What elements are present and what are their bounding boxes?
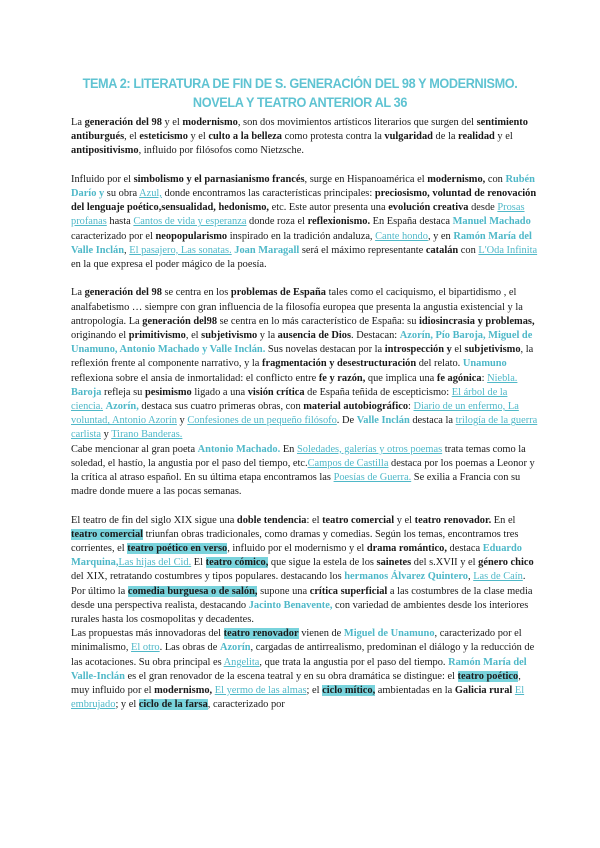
author-name-text: Azorín <box>219 642 251 654</box>
author-name-text: Azorín, Pío Baroja, Miguel de Unamuno, Antonio Machado y Valle Inclán. <box>71 330 533 356</box>
text-span: ; y el <box>115 699 139 711</box>
text-span: : <box>481 372 488 384</box>
author-name-text: Eduardo Marquina, <box>71 543 522 569</box>
document-title <box>74 74 525 112</box>
key-term: material autobiográfico <box>303 401 409 413</box>
work-title-text: El embrujado <box>71 685 525 711</box>
key-term: generación del 98 <box>84 287 162 299</box>
key-term: género chico <box>478 557 534 569</box>
text-span: . De <box>336 415 357 427</box>
title-line-1: TEMA 2: LITERATURA DE FIN DE S. GENERACIÓN DEL 98 Y MODERNISMO. <box>82 76 518 91</box>
highlighted-term: teatro poético <box>457 670 519 682</box>
text-span: supone una <box>257 585 310 597</box>
text-span: , caracterizado por el minimalismo, <box>71 628 522 654</box>
key-term: teatro renovador. <box>414 514 492 526</box>
work-title-text: Angelita <box>223 656 260 668</box>
text-span: se centra en lo más característico de España: su <box>217 315 419 327</box>
highlighted-term: teatro cómico, <box>205 557 269 569</box>
key-term: preciosismo, <box>374 188 430 199</box>
text-span: que implica una <box>365 372 437 384</box>
key-term: sentimiento antiburgués <box>71 117 528 143</box>
text-span: Influido por el <box>71 173 134 185</box>
key-term: pesimismo <box>144 386 192 398</box>
key-term: voluntad de renovación del lenguaje poético,sensualidad, hedonismo, <box>71 188 537 214</box>
key-term: fragmentación y desestructuración <box>262 358 417 370</box>
text-span: su obra <box>104 188 140 199</box>
text-span: vienen de <box>298 628 344 640</box>
text-span: reflexiona sobre el ansia de inmortalidad: el conflicto entre <box>71 372 319 384</box>
work-title-text: Diario de un enfermo, La voluntad, Antonio Azorín <box>71 401 519 427</box>
text-span: del relato. <box>416 358 463 370</box>
key-term: evolución creativa <box>388 202 469 214</box>
key-term: modernismo, <box>427 173 486 185</box>
text-span: La <box>71 117 85 128</box>
text-span: caracterizado por el <box>71 230 156 242</box>
text-span: Se exilia a Francia con su madre donde muere a las pocas semanas. <box>71 472 521 498</box>
work-title-text: El yermo de las almas <box>214 685 307 697</box>
text-span: destaca <box>446 543 483 555</box>
text-span: del s.XVII y el <box>411 557 479 569</box>
highlighted-term: ciclo de la farsa <box>138 699 208 711</box>
text-span: de España teñida de escepticismo: <box>304 386 452 398</box>
author-name-text: Baroja <box>71 386 102 398</box>
text-span: tales como el caciquismo, el bipartidismo , el analfabetismo … siempre con gran influencia de la filosofía europea que presenta la angustia existencial y la antropología. La <box>71 287 523 327</box>
key-term: generación del98 <box>142 315 218 327</box>
text-span: : <box>408 401 414 413</box>
text-span: del XIX, retratando costumbres y tipos populares. destacando los <box>71 571 345 583</box>
text-span: y la <box>257 330 278 342</box>
text-span: ; el <box>306 685 323 697</box>
key-term: antipositivismo <box>71 145 139 157</box>
key-term: realidad <box>458 131 495 143</box>
text-span: En <box>280 443 297 455</box>
text-span: de la <box>432 131 459 143</box>
text-span: y el <box>394 514 415 526</box>
text-span: La <box>71 287 85 299</box>
text-span: Cabe mencionar al gran poeta <box>71 443 198 455</box>
key-term: fe y razón, <box>318 372 366 384</box>
key-term: sainetes <box>376 557 412 569</box>
text-span: destaca sus cuatro primeras obras, con <box>138 401 304 413</box>
text-span: , <box>467 571 474 583</box>
text-span: y <box>176 415 188 427</box>
work-title-text: Cante hondo <box>375 230 428 242</box>
key-term: visión crítica <box>247 386 305 398</box>
author-name-text: Ramón María del Valle Inclán <box>71 230 532 256</box>
highlighted-term: ciclo mítico, <box>322 685 376 697</box>
highlighted-term: teatro poético en verso <box>127 543 228 555</box>
text-span: destaca la <box>409 415 456 427</box>
highlighted-term: teatro renovador <box>223 628 299 640</box>
text-span: desde <box>468 202 498 214</box>
work-title-text: Cantos de vida y esperanza <box>133 216 247 228</box>
text-span: , <box>124 244 130 256</box>
key-term: primitivismo <box>128 330 186 342</box>
text-span: a las costumbres de la clase media desde una perspectiva realista, destacando <box>71 585 533 611</box>
text-span: triunfan obras tradicionales, como dramas y comedias. Según los temas, encontramos tres corrientes, el <box>71 528 519 555</box>
text-span: como protesta contra la <box>281 131 385 143</box>
key-term: catalán <box>425 244 459 256</box>
text-span: , y en <box>427 230 454 242</box>
text-span: trata temas como la soledad, el hastío, la angustia por el paso del tiempo, etc. <box>71 443 526 469</box>
key-term: reflexionismo. <box>307 216 371 228</box>
text-span: y el <box>161 117 183 128</box>
text-span: originando el <box>71 330 129 342</box>
text-span: , caracterizado por <box>207 699 285 711</box>
paragraph-generacion-98 <box>71 286 539 442</box>
work-title-text: El otro <box>131 642 160 654</box>
text-span: con <box>485 173 506 185</box>
text-span: y el <box>494 131 513 143</box>
paragraph-teatro-renovador <box>71 627 539 712</box>
key-term: modernismo <box>182 117 238 128</box>
text-span: refleja su <box>101 386 145 398</box>
highlighted-term: teatro comercial <box>71 528 144 540</box>
author-name-text: Azorín, <box>105 401 139 413</box>
author-name-text: Rubén Darío y <box>71 173 535 199</box>
key-term: doble tendencia <box>236 514 307 526</box>
title-line-2: NOVELA Y TEATRO ANTERIOR AL 36 <box>192 95 408 110</box>
work-title-text: Azul, <box>139 188 162 199</box>
author-name-text: Manuel Machado <box>452 216 531 228</box>
text-span: inspirado en la tradición andaluza, <box>227 230 376 242</box>
text-span: , influido por el modernismo y el <box>227 543 367 555</box>
author-name-text: Unamuno <box>462 358 507 370</box>
text-span: En el <box>491 514 516 526</box>
text-span: , la reflexión frente al componente narrativo, y la <box>71 344 534 370</box>
paragraph-antonio-machado <box>71 443 539 500</box>
work-title-text: El pasajero, Las sonatas. <box>129 244 232 256</box>
text-span: y <box>101 429 112 441</box>
key-term: introspección y <box>384 344 452 356</box>
key-term: esteticismo <box>139 131 188 143</box>
key-term: Galicia rural <box>454 685 513 697</box>
key-term: generación del 98 <box>84 117 162 128</box>
text-span: Las propuestas más innovadoras del <box>71 628 224 640</box>
author-name-text: Jacinto Benavente, <box>248 599 333 611</box>
key-term: neopopularismo <box>155 230 228 242</box>
text-span: en la que expresa el poder mágico de la poesía. <box>71 259 267 271</box>
key-term: teatro comercial <box>322 514 395 526</box>
text-span: . Destacan: <box>351 330 400 342</box>
text-span: , muy influido por el <box>71 670 521 697</box>
author-name-text: Joan Maragall <box>234 244 300 256</box>
key-term: modernismo, <box>154 685 213 697</box>
text-span: el <box>451 344 465 356</box>
highlighted-term: comedia burguesa o de salón, <box>127 585 258 597</box>
work-title-text: Niebla. <box>487 372 518 384</box>
key-term: problemas de España <box>230 287 326 299</box>
text-span: donde roza el <box>246 216 308 228</box>
text-span: , cargadas de antirrealismo, predominan el diálogo y la reducción de las acotaciones. Su obra principal es <box>71 642 535 668</box>
text-span: , el <box>124 131 140 143</box>
key-term: subjetivismo <box>201 330 258 342</box>
paragraph-modernismo <box>71 173 539 272</box>
text-span: con <box>458 244 479 256</box>
work-title-text: Confesiones de un pequeño filósofo <box>187 415 337 427</box>
author-name-text: Ramón María del Valle-Inclán <box>71 656 527 682</box>
key-term: culto a la belleza <box>208 131 282 143</box>
author-name-text: Antonio Machado. <box>197 443 281 455</box>
text-span: con variedad de ambientes desde los interiores rurales hasta los cosmopolitas y decadentes. <box>71 599 529 626</box>
text-span: es el gran renovador de la escena teatral y en su obra dramática se distingue: el <box>124 670 458 682</box>
text-span: . Por último la <box>71 571 526 597</box>
work-title-text: L'Oda Infinita <box>478 244 538 256</box>
text-span: etc. Este autor presenta una <box>269 202 389 214</box>
text-span: donde encontramos las características principales: <box>161 188 375 199</box>
text-span: Sus novelas destacan por la <box>265 344 385 356</box>
key-term: crítica superficial <box>309 585 388 597</box>
paragraph-teatro <box>71 514 539 628</box>
text-span: , surge en Hispanoamérica el <box>304 173 428 185</box>
text-span: se centra en los <box>161 287 231 299</box>
text-span: que sigue la estela de los <box>268 557 377 569</box>
work-title-text: Las de Caín <box>473 571 523 583</box>
text-span: , que trata la angustia por el paso del tiempo. <box>259 656 449 668</box>
text-span: ambientadas en la <box>375 685 455 697</box>
text-span: En España destaca <box>370 216 453 228</box>
work-title-text: Poesías de Guerra. <box>333 472 412 484</box>
text-span: , el <box>185 330 202 342</box>
text-span: hasta <box>106 216 134 228</box>
key-term: drama romántico, <box>366 543 447 555</box>
text-span: destaca por los poemas a Leonor y la crítica al atraso español. En su última etapa encontramos las <box>71 457 535 484</box>
key-term: fe agónica <box>436 372 482 384</box>
work-title-text: Prosas profanas <box>71 202 525 228</box>
text-span: El <box>191 557 206 569</box>
text-span: : el <box>306 514 323 526</box>
work-title-text: Las hijas del Cid. <box>118 557 192 569</box>
text-span: y el <box>187 131 209 143</box>
key-term: ausencia de Dios <box>277 330 351 342</box>
key-term: simbolismo y el parnasianismo francés <box>133 173 305 185</box>
work-title-text: trilogía de la guerra carlista <box>71 415 538 441</box>
text-span: El teatro de fin del siglo XIX sigue una <box>71 514 237 526</box>
author-name-text: Miguel de Unamuno <box>343 628 435 640</box>
document-body <box>71 116 539 712</box>
text-span: ligado a una <box>191 386 248 398</box>
key-term: subjetivismo <box>464 344 521 356</box>
author-name-text: Valle Inclán <box>356 415 410 427</box>
key-term: idiosincrasia y problemas, <box>418 315 535 327</box>
key-term: vulgaridad <box>384 131 433 143</box>
work-title-text: Tirano Banderas. <box>111 429 183 441</box>
text-span: , son dos movimientos artísticos literarios que surgen del <box>237 117 477 128</box>
text-span: será el máximo representante <box>299 244 426 256</box>
text-span: . Las obras de <box>159 642 220 654</box>
work-title-text: Campos de Castilla <box>307 457 389 469</box>
text-span: , influido por filósofos como Nietzsche. <box>138 145 304 157</box>
paragraph-intro <box>71 116 539 159</box>
work-title-text: El árbol de la ciencia. <box>71 386 508 413</box>
author-name-text: hermanos Álvarez Quintero <box>344 571 468 583</box>
work-title-text: Soledades, galerías y otros poemas <box>296 443 443 455</box>
